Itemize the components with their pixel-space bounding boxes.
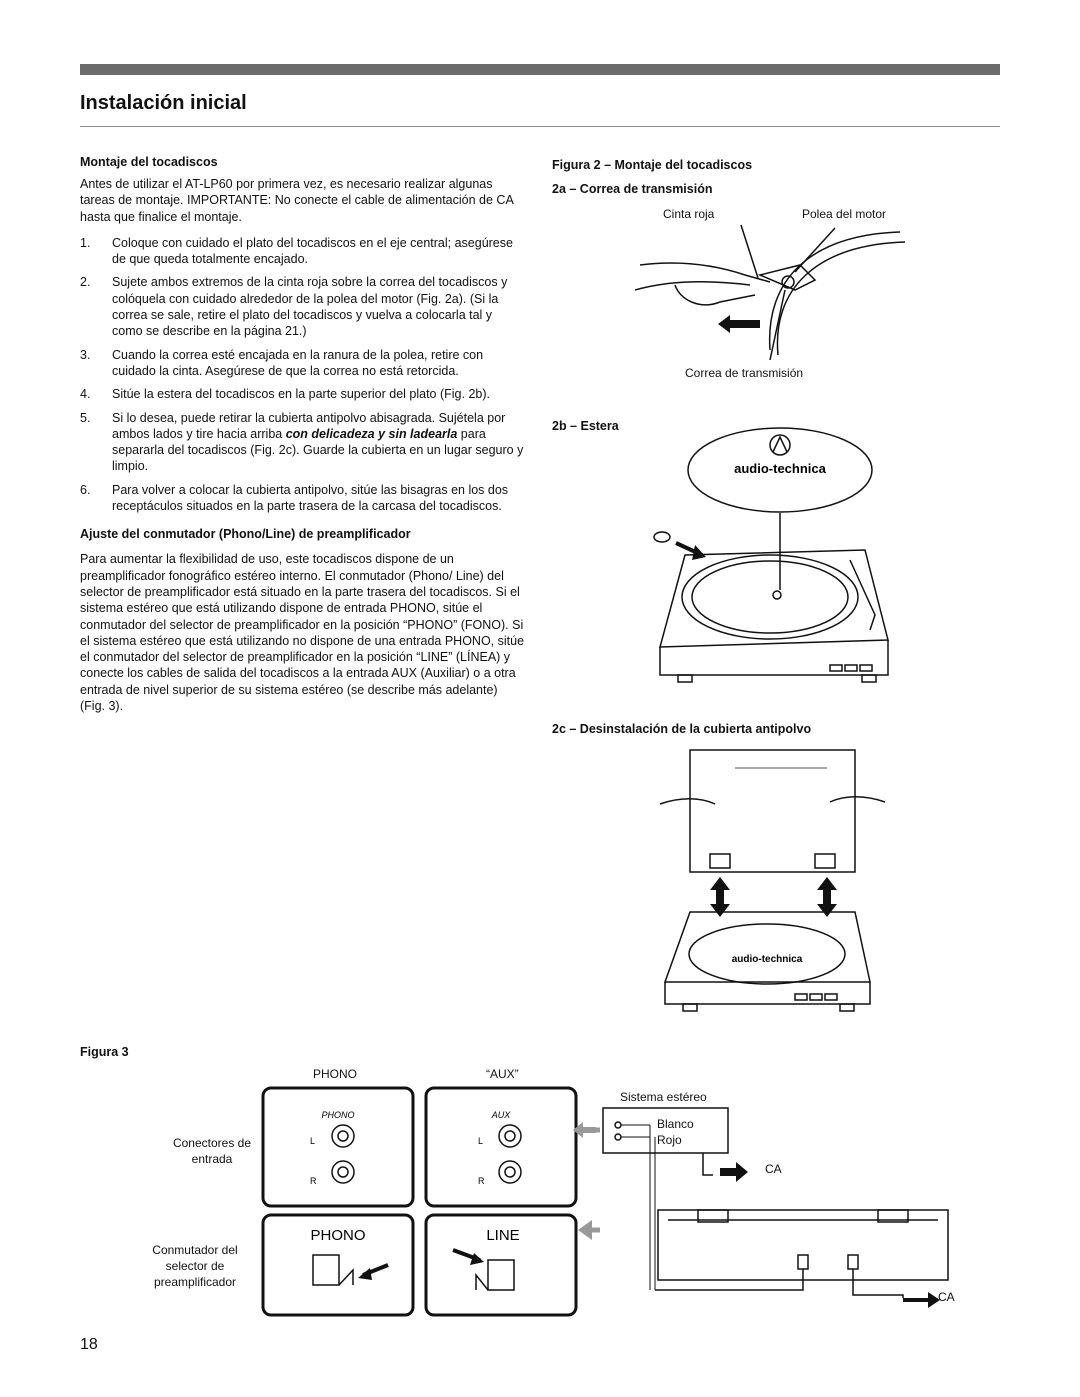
title-rule — [80, 126, 1000, 127]
fig3-title: Figura 3 — [80, 1045, 129, 1059]
section2-heading: Ajuste del conmutador (Phono/Line) de preamplificador — [80, 527, 411, 542]
fig2a-title: 2a – Correa de transmisión — [552, 182, 713, 196]
aux-L: L — [478, 1136, 484, 1146]
label-cinta-roja: Cinta roja — [663, 207, 715, 221]
section2-text: Para aumentar la flexibilidad de uso, este tocadiscos dispone de un preamplificador fonográfico estéreo interno. El conmutador (Phono/ Line) del selector de preamplificador está situado en la parte trasera del tocadiscos. Si el sistema estéreo que está utilizando dispone de entrada PHONO, sitúe el conmutador del selector de preamplificador en la posición “PHONO” (FONO). Si el sistema estéreo que está utilizando no dispone de una entrada PHONO, sitúe el conmutador del selector de preamplificador en la posición “LINE” (LÍNEA) y conecte los cables de salida del tocadiscos a la entrada AUX (Auxiliar) o a otra entrada de nivel superior de su sistema estéreo (se describe más adelante) (Fig. 3). — [80, 552, 525, 714]
page-number: 18 — [80, 1336, 98, 1353]
ca-label-1: CA — [765, 1162, 782, 1176]
conectores-label: Conectores de entrada — [172, 1136, 252, 1166]
left-column — [80, 155, 526, 714]
intro-text: Antes de utilizar el AT-LP60 por primera vez, es necesario realizar algunas tareas de montaje. IMPORTANTE: No conecte el cable de alimentación de CA hasta que finalice el montaje. — [80, 177, 514, 224]
step-1: 1. Coloque con cuidado el plato del tocadiscos en el eje central; asegúrese de que queda totalmente encajado. — [80, 235, 513, 267]
step-2: 2. Sujete ambos extremos de la cinta roja sobre la correa del tocadiscos y colóquela con cuidado alrededor de la polea del motor (Fig. 2a). (Si la correa se sale, retire el plato del tocadiscos y vuelva a colocarla tal y como se describe en la página 21.) — [80, 275, 508, 339]
label-polea: Polea del motor — [802, 207, 887, 221]
ca-label-2: CA — [938, 1290, 955, 1304]
aux-top-label: “AUX” — [486, 1067, 519, 1081]
mat-turntable-illustration — [640, 425, 900, 695]
section1-heading: Montaje del tocadiscos — [80, 155, 218, 169]
aux-R: R — [478, 1176, 485, 1186]
phono-top-label: PHONO — [313, 1067, 358, 1081]
brand-logo-2: audio-technica — [731, 954, 803, 965]
phono-L: L — [310, 1136, 316, 1146]
fig2b-title: 2b – Estera — [552, 419, 619, 433]
phono-script: PHONO — [321, 1110, 355, 1120]
step-4: 4. Sitúe la estera del tocadiscos en la parte superior del plato (Fig. 2b). — [80, 387, 490, 402]
phono-switch-label: PHONO — [310, 1227, 366, 1244]
header-bar — [80, 64, 1000, 75]
line-switch-label: LINE — [486, 1227, 520, 1244]
aux-script: AUX — [491, 1110, 511, 1120]
page-title: Instalación inicial — [80, 92, 247, 114]
conmutador-label: Conmutador del selector de preamplificador — [152, 1243, 238, 1289]
connection-diagram — [258, 1080, 958, 1320]
step-5: 5. Si lo desea, puede retirar la cubierta antipolvo abisagrada. Sujétela por ambos lados y tire hacia arriba con delicadeza y sin ladearla para separarla del tocadiscos (Fig. 2c). Guarde la cubierta en un lugar seguro y limpio. — [80, 410, 524, 474]
step-6: 6. Para volver a colocar la cubierta antipolvo, sitúe las bisagras en los dos receptáculos situados en la parte trasera de la carcasa del tocadiscos. — [80, 482, 509, 514]
sistema-label: Sistema estéreo — [620, 1090, 707, 1104]
fig2-title: Figura 2 – Montaje del tocadiscos — [552, 158, 753, 172]
brand-logo: audio-technica — [734, 461, 826, 476]
phono-R: R — [310, 1176, 317, 1186]
step-3: 3. Cuando la correa esté encajada en la ranura de la polea, retire con cuidado la cinta. Asegúrese de que la correa no está retorcida. — [80, 347, 484, 378]
belt-illustration — [620, 220, 920, 365]
label-correa: Correa de transmisión — [685, 366, 804, 380]
blanco-label: Blanco — [657, 1117, 694, 1131]
dust-cover-illustration — [655, 742, 890, 1027]
fig2c-title: 2c – Desinstalación de la cubierta antipolvo — [552, 722, 812, 736]
rojo-label: Rojo — [657, 1133, 682, 1147]
